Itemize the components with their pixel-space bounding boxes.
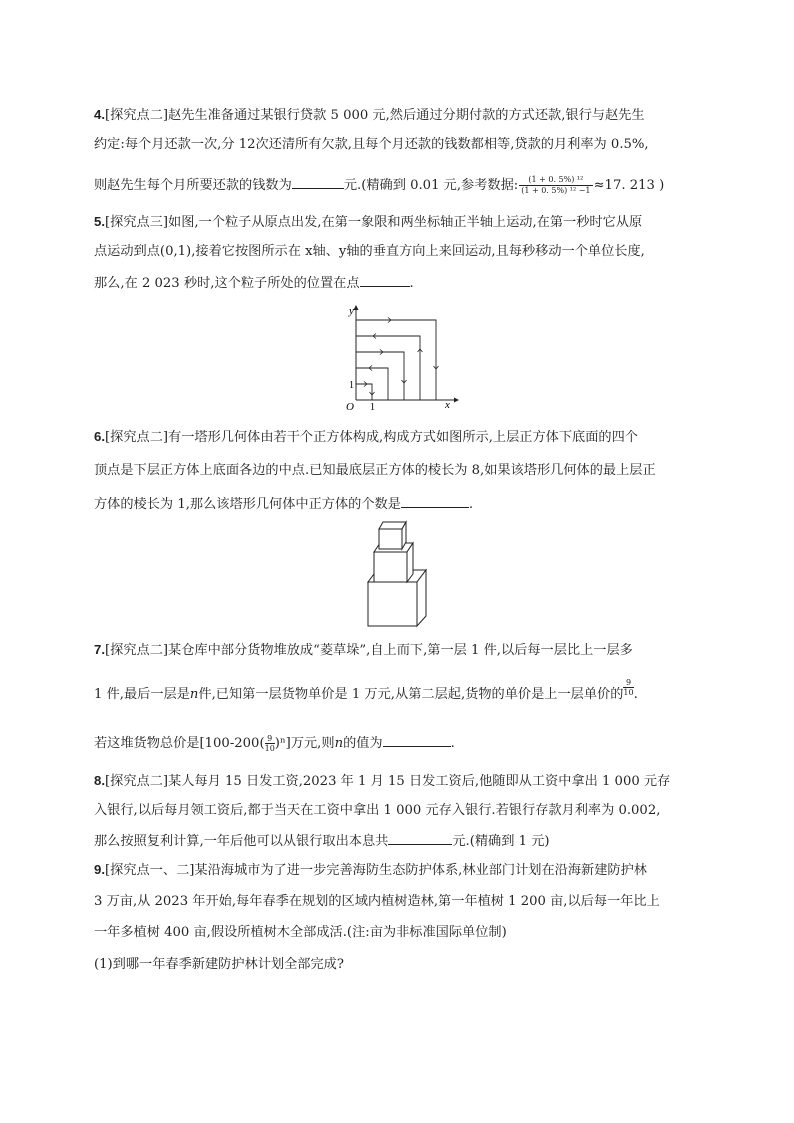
q8-line-2: 入银行,以后每月领工资后,都于当天在工资中拿出 1 000 元存入银行.若银行存款月利率为 0.002, [94, 803, 661, 818]
q4-text-1: [探究点二]赵先生准备通过某银行贷款 5 000 元,然后通过分期付款的方式还款,银行与赵先生 [105, 108, 645, 123]
q7-text-3d: . [450, 736, 455, 751]
q7-var-n-2: n [334, 736, 344, 751]
q8-text-1: [探究点二]某人每月 15 日发工资,2023 年 1 月 15 日发工资后,他随即从工资中拿出 1 000 元存 [105, 774, 671, 789]
q4-number: 4. [94, 107, 105, 122]
particle-path-figure [336, 300, 462, 412]
q7-text-3c: 的值为 [343, 736, 383, 751]
q6-line-1 [94, 428, 638, 447]
q4-text-3a: 则赵先生每个月所要还款的钱数为 [94, 178, 292, 193]
q5-line-3 [94, 273, 414, 293]
q6-line-2: 顶点是下层正方体上底面各边的中点.已知最底层正方体的棱长为 8,如果该塔形几何体的最上层正 [94, 463, 656, 478]
q7-total-numerator: 9 [265, 734, 275, 744]
x-axis-label: x [445, 399, 450, 411]
q9-line-3: 一年多植树 400 亩,假设所植树木全部成活.(注:亩为非标准国际单位制) [94, 925, 507, 940]
q4-fraction-numerator: (1 + 0. 5%) ¹² [519, 175, 592, 186]
q8-text-3b: 元.(精确到 1 元) [452, 834, 550, 849]
q7-line-2 [94, 678, 638, 704]
q5-line-1 [94, 213, 642, 232]
q7-total-denominator: 10 [264, 744, 275, 753]
q6-text-1: [探究点二]有一塔形几何体由若干个正方体构成,构成方式如图所示,上层正方体下底面的四个 [105, 430, 638, 445]
q5-number: 5. [94, 214, 105, 229]
q5-text-1: [探究点三]如图,一个粒子从原点出发,在第一象限和两坐标轴正半轴上运动,在第一秒时它从原 [105, 215, 643, 230]
q7-text-3a: 若这堆货物总价是[100-200 [94, 736, 260, 751]
q4-approx: ≈17. 213 ) [593, 178, 665, 193]
q7-line-1 [94, 641, 633, 660]
q8-number: 8. [94, 773, 105, 788]
q4-fraction-denominator: (1 + 0. 5%) ¹² −1 [521, 186, 591, 195]
x-unit-label: 1 [370, 402, 375, 412]
q7-paren-close: ) [274, 736, 280, 751]
q7-ratio-fraction [623, 678, 633, 697]
q4-reference-fraction [519, 175, 592, 196]
q6-number: 6. [94, 429, 105, 444]
q7-line-3 [94, 733, 455, 753]
q5-text-3a: 那么,在 2 023 秒时,这个粒子所处的位置在点 [94, 276, 360, 291]
q7-var-n: n [189, 687, 199, 702]
q8-line-1 [94, 772, 670, 791]
q4-text-3b: 元.(精确到 0.01 元,参考数据: [343, 178, 519, 193]
q8-answer-blank[interactable] [388, 831, 452, 845]
q9-line-2: 3 万亩,从 2023 年开始,每年春季在规划的区域内植树造林,第一年植树 1 200 亩,以后每一年比上 [94, 894, 660, 909]
q5-answer-blank[interactable] [360, 273, 410, 287]
q7-text-2a: 1 件,最后一层是 [94, 687, 190, 702]
q9-line-1 [94, 861, 647, 880]
q4-line-3 [94, 175, 664, 196]
q6-text-3b: . [468, 497, 474, 512]
q6-answer-blank[interactable] [401, 494, 469, 508]
y-unit-label: 1 [349, 380, 354, 391]
q5-line-2: 点运动到点(0,1),接着它按图所示在 x轴、y轴的垂直方向上来回运动,且每秒移动一个单位长度, [94, 244, 645, 259]
q5-text-3b: . [409, 276, 414, 291]
q8-line-3 [94, 831, 550, 851]
origin-label: O [346, 401, 354, 412]
q6-line-3 [94, 494, 473, 514]
q9-number: 9. [94, 862, 105, 877]
q9-subquestion-1: (1)到哪一年春季新建防护林计划全部完成? [94, 957, 344, 972]
q7-text-2c: . [633, 687, 638, 702]
q9-text-1: [探究点一、二]某沿海城市为了进一步完善海防生态防护体系,林业部门计划在沿海新建防护林 [105, 863, 647, 878]
q7-text-1: [探究点二]某仓库中部分货物堆放成“菱草垛”,自上而下,第一层 1 件,以后每一层比上一层多 [105, 643, 633, 658]
q7-ratio-numerator: 9 [623, 678, 633, 688]
q7-answer-blank[interactable] [383, 733, 451, 747]
q4-line-1 [94, 106, 645, 125]
q7-ratio-denominator: 10 [623, 688, 634, 697]
q7-text-2b: 件,已知第一层货物单价是 1 万元,从第二层起,货物的单价是上一层单价的 [198, 687, 624, 702]
particle-path [356, 320, 436, 400]
y-axis-label: y [349, 305, 354, 317]
tower-cubes-figure [364, 516, 436, 628]
q4-answer-blank[interactable] [292, 175, 344, 189]
q8-text-3a: 那么按照复利计算,一年后他可以从银行取出本息共 [94, 834, 389, 849]
q6-text-3a: 方体的棱长为 1,那么该塔形几何体中正方体的个数是 [94, 497, 401, 512]
q7-text-3b: ⁿ]万元,则 [279, 736, 335, 751]
q7-total-fraction [265, 734, 275, 753]
q7-number: 7. [94, 642, 105, 657]
q4-line-2: 约定:每个月还款一次,分 12次还清所有欠款,且每个月还款的钱数都相等,贷款的月利率为 0.5%, [94, 137, 649, 152]
q7-paren-open: ( [259, 736, 265, 751]
